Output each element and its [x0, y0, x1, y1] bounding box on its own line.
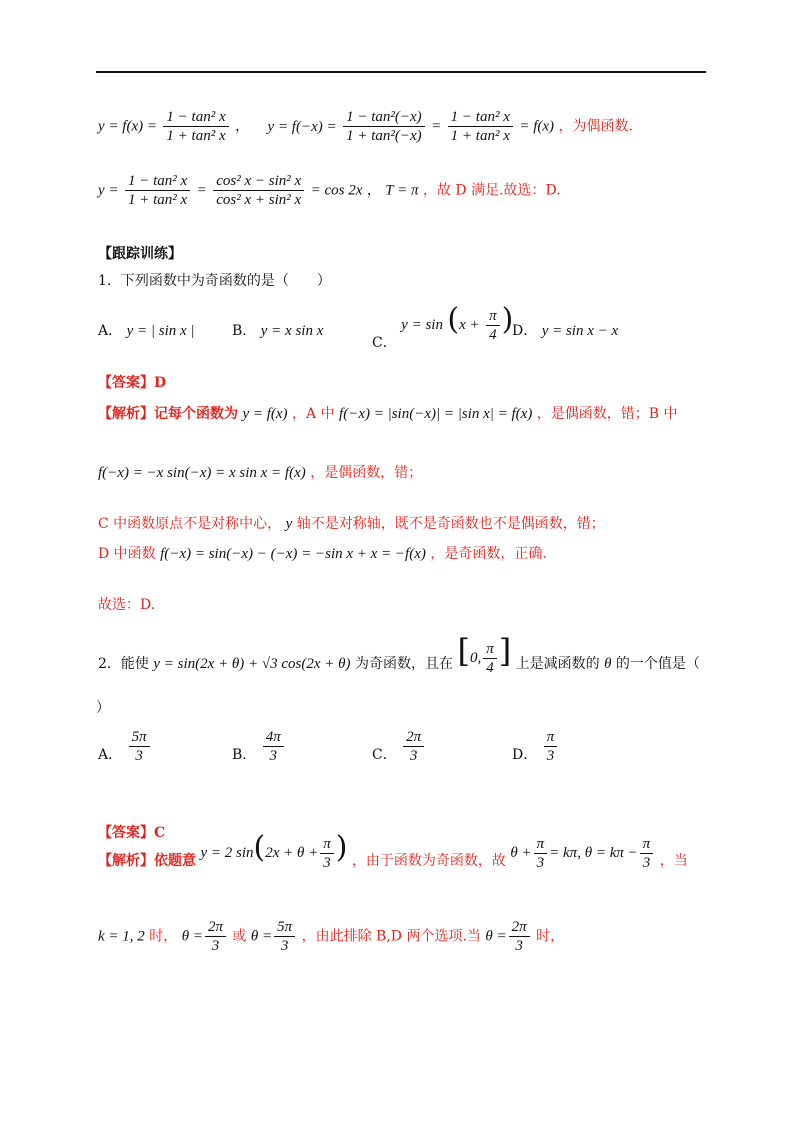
math-expr: = — [196, 182, 207, 199]
explanation-text: ，是奇函数，正确. — [430, 546, 547, 562]
q1-stem: 1．下列函数中为奇函数的是（ ） — [98, 273, 331, 289]
option-label: B． — [232, 746, 257, 763]
fraction: $\frac{\text{cos² x − sin² x}}{\text{cos² x + sin² x}}$ — [213, 172, 304, 209]
bracket-close: ] — [498, 632, 512, 670]
q2-option-d — [512, 728, 559, 765]
q1-explanation-5: 故选：D. — [98, 597, 156, 613]
option-label: C． — [372, 746, 397, 763]
conclusion-text: ，为偶函数. — [558, 118, 633, 135]
q1-option-a — [98, 320, 195, 340]
fraction: $\frac{\text{1 − tan²(−x)}}{\text{1 + tan²(−x)}}$ — [343, 108, 425, 145]
conclusion-text: ，故 D 满足.故选：D. — [422, 182, 561, 199]
q2-option-a — [98, 728, 152, 765]
q2-option-b — [232, 728, 286, 765]
option-label: B． — [232, 323, 257, 339]
stem-text: 2．能使 — [98, 656, 149, 672]
explanation-text: ，当 — [659, 853, 688, 869]
math-expr: = kπ, θ = kπ − — [549, 845, 638, 861]
paren-close: ) — [501, 302, 514, 337]
explanation-text: C 中函数原点不是对称中心， — [98, 516, 282, 532]
fraction: $\frac{\pi}{4}$ — [483, 640, 497, 677]
q2-explanation-2 — [98, 918, 564, 955]
math-expr: y = f(x) — [242, 406, 288, 422]
line-parity-check — [98, 108, 633, 145]
math-expr: θ = — [250, 928, 273, 945]
math-expr: = f(x) — [519, 118, 555, 135]
math-expr: k = 1, 2 — [98, 928, 145, 945]
explanation-label: 【解析】依题意 — [98, 853, 196, 869]
fraction: $\frac{\pi}{3}$ — [320, 835, 334, 872]
line-period — [98, 172, 561, 209]
q2-stem — [98, 632, 700, 677]
paren-open: ( — [253, 830, 266, 865]
option-label: D． — [512, 746, 538, 763]
paren-open: ( — [447, 302, 460, 337]
explanation-text: ，是偶函数，错；B 中 — [536, 406, 678, 422]
header-rule — [96, 71, 706, 73]
option-math: y = sin x − x — [541, 323, 619, 339]
q2-explanation-1 — [98, 830, 688, 872]
math-expr: y = f(−x) = — [267, 118, 337, 135]
stem-text: 上是减函数的 — [515, 656, 600, 672]
explanation-label: 【解析】记每个函数为 — [98, 406, 238, 422]
math-expr: 2x + θ + — [265, 845, 319, 861]
explanation-text: 时， — [536, 928, 565, 945]
math-expr: θ = — [181, 928, 203, 945]
math-expr: y = — [98, 182, 119, 199]
option-label: D． — [512, 323, 538, 339]
stem-text: 为奇函数，且在 — [355, 656, 453, 672]
q1-explanation-2 — [98, 462, 422, 482]
q1-option-d — [512, 320, 618, 340]
option-label: A． — [98, 323, 123, 339]
math-expr: f(−x) = sin(−x) − (−x) = −sin x + x = −f(x) — [160, 546, 426, 562]
fraction: $\frac{4\pi}{3}$ — [263, 728, 284, 765]
punct: ， — [366, 182, 381, 199]
fraction: $\frac{\text{1 − tan² x}}{\text{1 + tan² x}}$ — [125, 172, 190, 209]
explanation-text: 轴不是对称轴，既不是奇函数也不是偶函数，错； — [296, 516, 605, 532]
fraction: $\frac{2\pi}{3}$ — [205, 918, 226, 955]
explanation-text: ，是偶函数，错； — [310, 465, 423, 481]
explanation-text: D 中函数 — [98, 546, 156, 562]
option-math: y = | sin x | — [126, 323, 195, 339]
stem-text: 的一个值是（ — [615, 656, 700, 672]
fraction: $\frac{5\pi}{3}$ — [129, 728, 150, 765]
math-expr: T = π — [385, 182, 419, 199]
option-label: C． — [372, 335, 397, 351]
explanation-text: 时， — [149, 928, 178, 945]
q1-explanation-1 — [98, 403, 678, 423]
option-label: A． — [98, 746, 123, 763]
math-expr: y = f(x) = — [98, 118, 157, 135]
math-expr: y = sin(2x + θ) + √3 cos(2x + θ) — [153, 656, 351, 672]
math-expr: θ = — [485, 928, 507, 945]
fraction: $\frac{2\pi}{3}$ — [509, 918, 530, 955]
q1-explanation-4 — [98, 543, 547, 563]
q1-option-c — [372, 302, 514, 351]
option-math: x + — [459, 317, 480, 333]
fraction: $\frac{\pi}{3}$ — [544, 728, 558, 765]
explanation-text: ，由此排除 B,D 两个选项.当 — [301, 928, 481, 945]
explanation-text: ，A 中 — [292, 406, 335, 422]
math-expr: f(−x) = −x sin(−x) = x sin x = f(x) — [98, 465, 306, 481]
math-expr: y — [285, 516, 293, 532]
fraction: $\frac{2\pi}{3}$ — [403, 728, 424, 765]
math-expr: θ + — [510, 845, 532, 861]
fraction: $\frac{\pi}{3}$ — [640, 835, 654, 872]
math-expr: y = 2 sin — [200, 845, 254, 861]
option-math: y = sin — [401, 317, 443, 333]
paren-close: ) — [335, 830, 348, 865]
section-heading: 【跟踪训练】 — [98, 246, 182, 262]
option-math: y = x sin x — [260, 323, 324, 339]
q2-option-c — [372, 728, 426, 765]
explanation-text: ，由于函数为奇函数，故 — [351, 853, 506, 869]
fraction: $\frac{\text{1 − tan² x}}{\text{1 + tan² x}}$ — [163, 108, 228, 145]
q2-answer: 【答案】C — [98, 825, 166, 841]
math-expr: = — [431, 118, 442, 135]
fraction: $\frac{5\pi}{3}$ — [274, 918, 295, 955]
punct: ， — [235, 118, 250, 135]
math-expr: θ — [604, 656, 612, 672]
math-expr: 0, — [469, 650, 482, 666]
q1-explanation-3 — [98, 513, 605, 533]
math-expr: = cos 2x — [310, 182, 363, 199]
fraction: $\frac{\pi}{3}$ — [534, 835, 548, 872]
q2-stem-end: ） — [96, 700, 110, 716]
q1-option-b — [232, 320, 323, 340]
fraction: $\frac{\text{1 − tan² x}}{\text{1 + tan² x}}$ — [448, 108, 513, 145]
q1-answer: 【答案】D — [98, 375, 167, 391]
bracket-open: [ — [457, 632, 470, 670]
math-expr: f(−x) = |sin(−x)| = |sin x| = f(x) — [339, 406, 533, 422]
explanation-text: 或 — [232, 928, 247, 945]
fraction: $\frac{\pi}{4}$ — [486, 307, 500, 344]
